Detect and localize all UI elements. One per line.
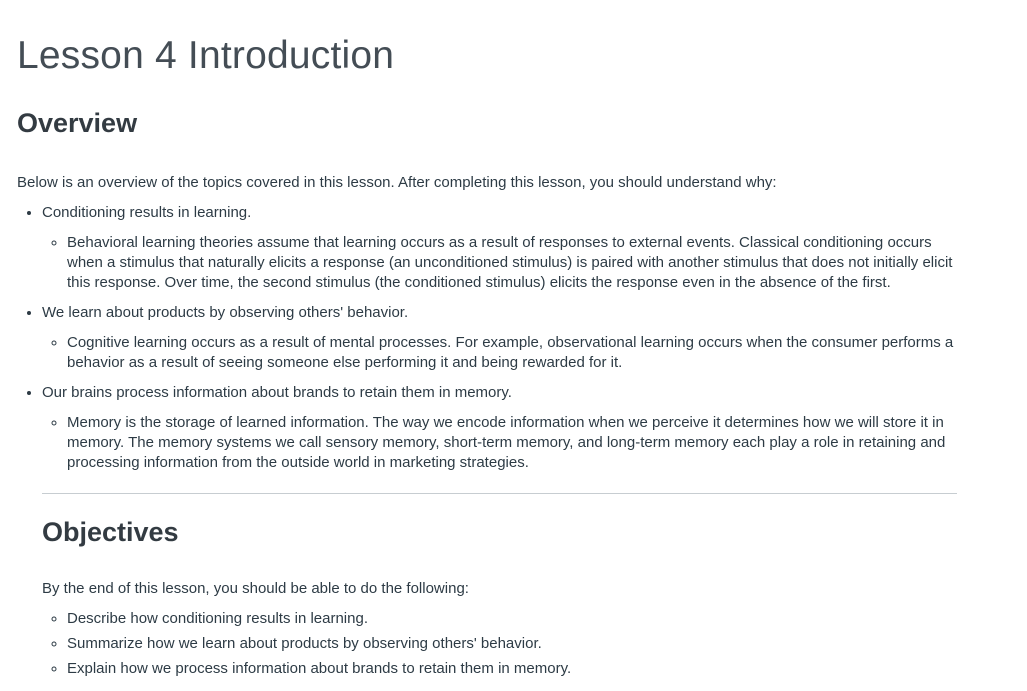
objective-item: ◦ Describe how conditioning results in learning. bbox=[67, 609, 957, 629]
objectives-list bbox=[42, 609, 957, 679]
overview-intro: Below is an overview of the topics covered in this lesson. After completing this lesson, you should understand why: bbox=[17, 174, 777, 191]
topic-item bbox=[42, 203, 957, 293]
objective-item: ◦ Summarize how we learn about products by observing others' behavior. bbox=[67, 634, 957, 654]
section-divider bbox=[42, 493, 957, 494]
topic-label: Conditioning results in learning. bbox=[42, 204, 252, 221]
topic-detail-list bbox=[42, 233, 957, 293]
topics-list bbox=[17, 203, 957, 473]
topic-detail-list bbox=[42, 333, 957, 373]
objectives-section bbox=[42, 493, 957, 679]
objectives-intro: By the end of this lesson, you should be able to do the following: bbox=[42, 580, 469, 597]
topic-label: We learn about products by observing others' behavior. bbox=[42, 304, 409, 321]
topic-detail: ◦ Cognitive learning occurs as a result of mental processes. For example, observational learning occurs when the consumer performs a behavior as a result of seeing someone else performing it and being rewarded for it. bbox=[67, 333, 957, 373]
topic-detail: ◦ Memory is the storage of learned information. The way we encode information when we perceive it determines how we will store it in memory. The memory systems we call sensory memory, short-term memory, and long-term memory each play a role in retaining and processing information from the outside world in marketing strategies. bbox=[67, 413, 957, 473]
topic-item bbox=[42, 383, 957, 473]
overview-heading: Overview bbox=[17, 108, 138, 138]
topic-label: Our brains process information about brands to retain them in memory. bbox=[42, 384, 512, 401]
page-title: Lesson 4 Introduction bbox=[17, 34, 395, 77]
topic-item bbox=[42, 303, 957, 373]
topic-detail-list bbox=[42, 413, 957, 473]
objective-item: ◦ Explain how we process information about brands to retain them in memory. bbox=[67, 659, 957, 679]
topic-detail: ◦ Behavioral learning theories assume that learning occurs as a result of responses to external events. Classical conditioning occurs when a stimulus that naturally elicits a response (an unconditioned stimulus) is paired with another stimulus that does not initially elicit this response. Over time, the second stimulus (the conditioned stimulus) elicits the response even in the absence of the first. bbox=[67, 233, 957, 293]
objectives-heading: Objectives bbox=[42, 517, 179, 547]
